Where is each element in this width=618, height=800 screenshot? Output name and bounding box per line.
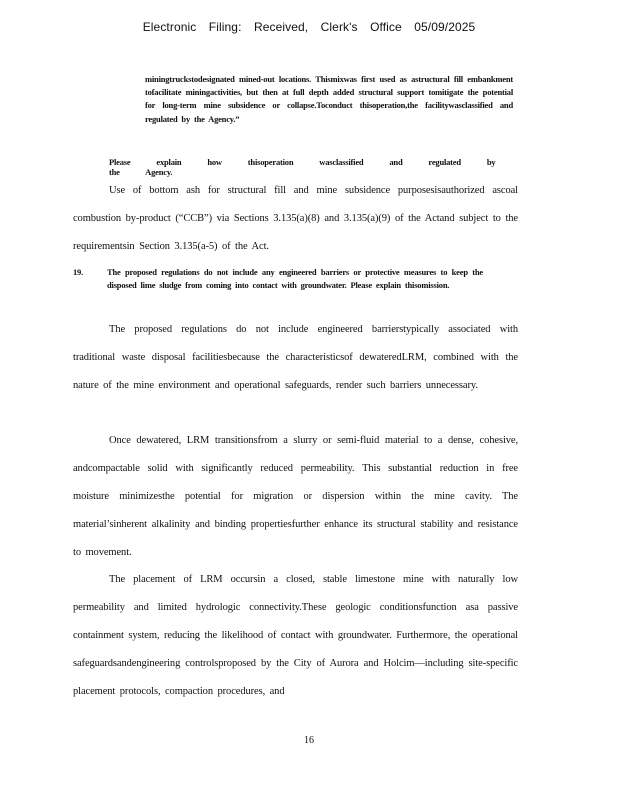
- question-text: The proposed regulations do not include any engineered barriers or protective measures to keep the disposed lime sludge from coming into contact with groundwater. Please explain thisomission.: [107, 267, 483, 291]
- question-19: [73, 266, 483, 292]
- barriers-answer-paragraph: The proposed regulations do not include engineered barrierstypically associated with traditional waste disposal facilitiesbecause the characteristicsof dewateredLRM, combined with the nature of the mine environment and operational safeguards, render such barriers unnecessary.: [73, 324, 518, 391]
- quoted-question-block: miningtruckstodesignated mined-out locations. Thismixwas first used as astructural fill embankment tofacilitate miningactivities, but then at full depth added structural support tomitigate the potential for long-term mine subsidence or collapse.Toconduct thisoperation,the facilitywasclassified and regulated by the Agency.”: [145, 74, 513, 124]
- dewatered-paragraph: Once dewatered, LRM transitionsfrom a slurry or semi-fluid material to a dense, cohesive, andcompactable solid with significantly reduced permeability. This substantial reduction in free moisture minimizesthe potential for migration or dispersion within the mine cavity. The material’sinherent alkalinity and binding propertiesfurther enhance its structural stability and resistance to movement.: [73, 435, 518, 558]
- placement-paragraph: The placement of LRM occursin a closed, stable limestone mine with naturally low permeability and limited hydrologic connectivity.These geologic conditionsfunction asa passive containment system, reducing the likelihood of contact with groundwater. Furthermore, the operational safeguardsandengineering controlsproposed by the City of Aurora and Holcim—including site-specific placement protocols, compaction procedures, and: [73, 574, 518, 697]
- page-number: 16: [304, 735, 314, 746]
- question-tail: Please explain how thisoperation wasclassified and regulated by the Agency.: [109, 157, 496, 177]
- question-number: 19.: [73, 267, 84, 277]
- ccb-use-paragraph: Use of bottom ash for structural fill and mine subsidence purposesisauthorized ascoal combustion by-product (“CCB”) via Sections 3.135(a)(8) and 3.135(a)(9) of the Actand subject to the requirementsin Section 3.135(a-5) of the Act.: [73, 185, 518, 252]
- filing-stamp-header: Electronic Filing: Received, Clerk's Office 05/09/2025: [142, 20, 476, 34]
